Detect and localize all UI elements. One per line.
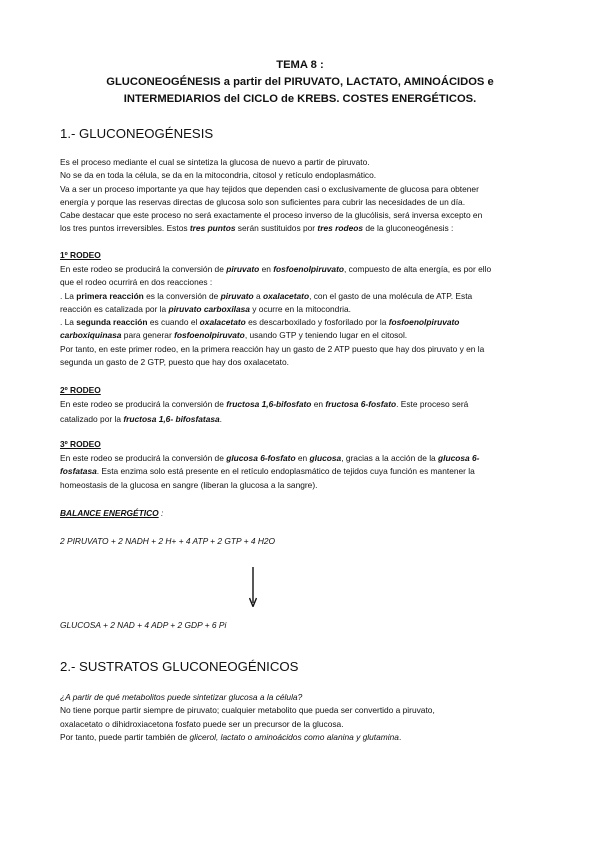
section-1-heading: 1.- GLUCONEOGÉNESIS — [60, 126, 214, 141]
rodeo-2-paragraph: En este rodeo se producirá la conversión de fructosa 1,6-bifosfato en fructosa 6-fosfato. Este proceso será catalizado por la fructosa 1,6- bifosfatasa. — [60, 399, 469, 425]
rodeo-1-title: 1º RODEO — [60, 250, 101, 260]
intro-line: Va a ser un proceso importante ya que hay tejidos que dependen casi o exclusivamente de glucosa para obtener — [60, 183, 479, 194]
intro-line: Cabe destacar que este proceso no será exactamente el proceso inverso de la glucólisis, será inversa excepto en — [60, 210, 483, 221]
rodeo-3-title: 3º RODEO — [60, 439, 101, 449]
intro-paragraph — [60, 156, 550, 236]
down-arrow-icon — [249, 567, 257, 607]
rodeo-3-paragraph: En este rodeo se producirá la conversión de glucosa 6-fosfato en glucosa, gracias a la acción de la glucosa 6- fosfatasa. Esta enzima solo está presente en el retículo endoplasmático de tejidos cuya función es mantener la homeostasis de la glucosa en sangre (liberan la glucosa a la sangre). — [60, 453, 480, 490]
intro-line: Es el proceso mediante el cual se sintetiza la glucosa de nuevo a partir de piruvato. — [60, 157, 370, 167]
topic-number: TEMA 8 : — [276, 59, 324, 71]
balance-title: BALANCE ENERGÉTICO : — [60, 508, 164, 518]
question: ¿A partir de qué metabolitos puede sintetizar glucosa a la célula? — [60, 692, 303, 702]
balance-products: GLUCOSA + 2 NAD + 4 ADP + 2 GDP + 6 Pi — [60, 620, 227, 630]
balance-reactants: 2 PIRUVATO + 2 NADH + 2 H+ + 4 ATP + 2 GTP + 4 H2O — [60, 536, 276, 546]
intro-line: los tres puntos irreversibles. Estos tres puntos serán sustituidos por tres rodeos de la gluconeogénesis : — [60, 223, 454, 234]
intro-line: No se da en toda la célula, se da en la mitocondria, citosol y retículo endoplasmático. — [60, 170, 377, 181]
title-line-1: GLUCONEOGÉNESIS a partir del PIRUVATO, LACTATO, AMINOÁCIDOS e — [106, 76, 494, 88]
rodeo-1-paragraph: En este rodeo se producirá la conversión de piruvato en fosfoenolpiruvato, compuesto de alta energía, es por ello que el rodeo ocurrirá en dos reacciones : . La primera reacción es la conversión de piruvato a oxalacetato, con el gasto de una molécula de ATP. Esta reacción es catalizada por la piruvato carboxilasa y ocurre en la mitocondria. . La segunda reacción es cuando el oxalacetato es descarboxilado y fosforilado por la fosfoenolpiruvato carboxiquinasa para generar fosfoenolpiruvato, usando GTP y teniendo lugar en el citosol. Por tanto, en este primer rodeo, en la primera reacción hay un gasto de 2 ATP puesto que hay dos piruvato y en la segunda un gasto de 2 GTP, puesto que hay dos oxalacetato. — [60, 264, 492, 368]
intro-line: energía y porque las reservas directas de glucosa solo son suficientes para cubrir las necesidades de un día. — [60, 196, 466, 207]
section-2-paragraph: ¿A partir de qué metabolitos puede sintetizar glucosa a la célula? No tiene porque partir siempre de piruvato; cualquier metabolito que pueda ser convertido a piruvato, oxalacetato o dihidroxiacetona fosfato puede ser un precursor de la glucosa. Por tanto, puede partir también de glicerol, lactato o aminoácidos como alanina y glutamina. — [60, 691, 550, 744]
title-line-2: INTERMEDIARIOS del CICLO de KREBS. COSTES ENERGÉTICOS. — [123, 93, 477, 105]
section-2-heading: 2.- SUSTRATOS GLUCONEOGÉNICOS — [60, 659, 299, 674]
rodeo-2-title: 2º RODEO — [60, 385, 101, 395]
